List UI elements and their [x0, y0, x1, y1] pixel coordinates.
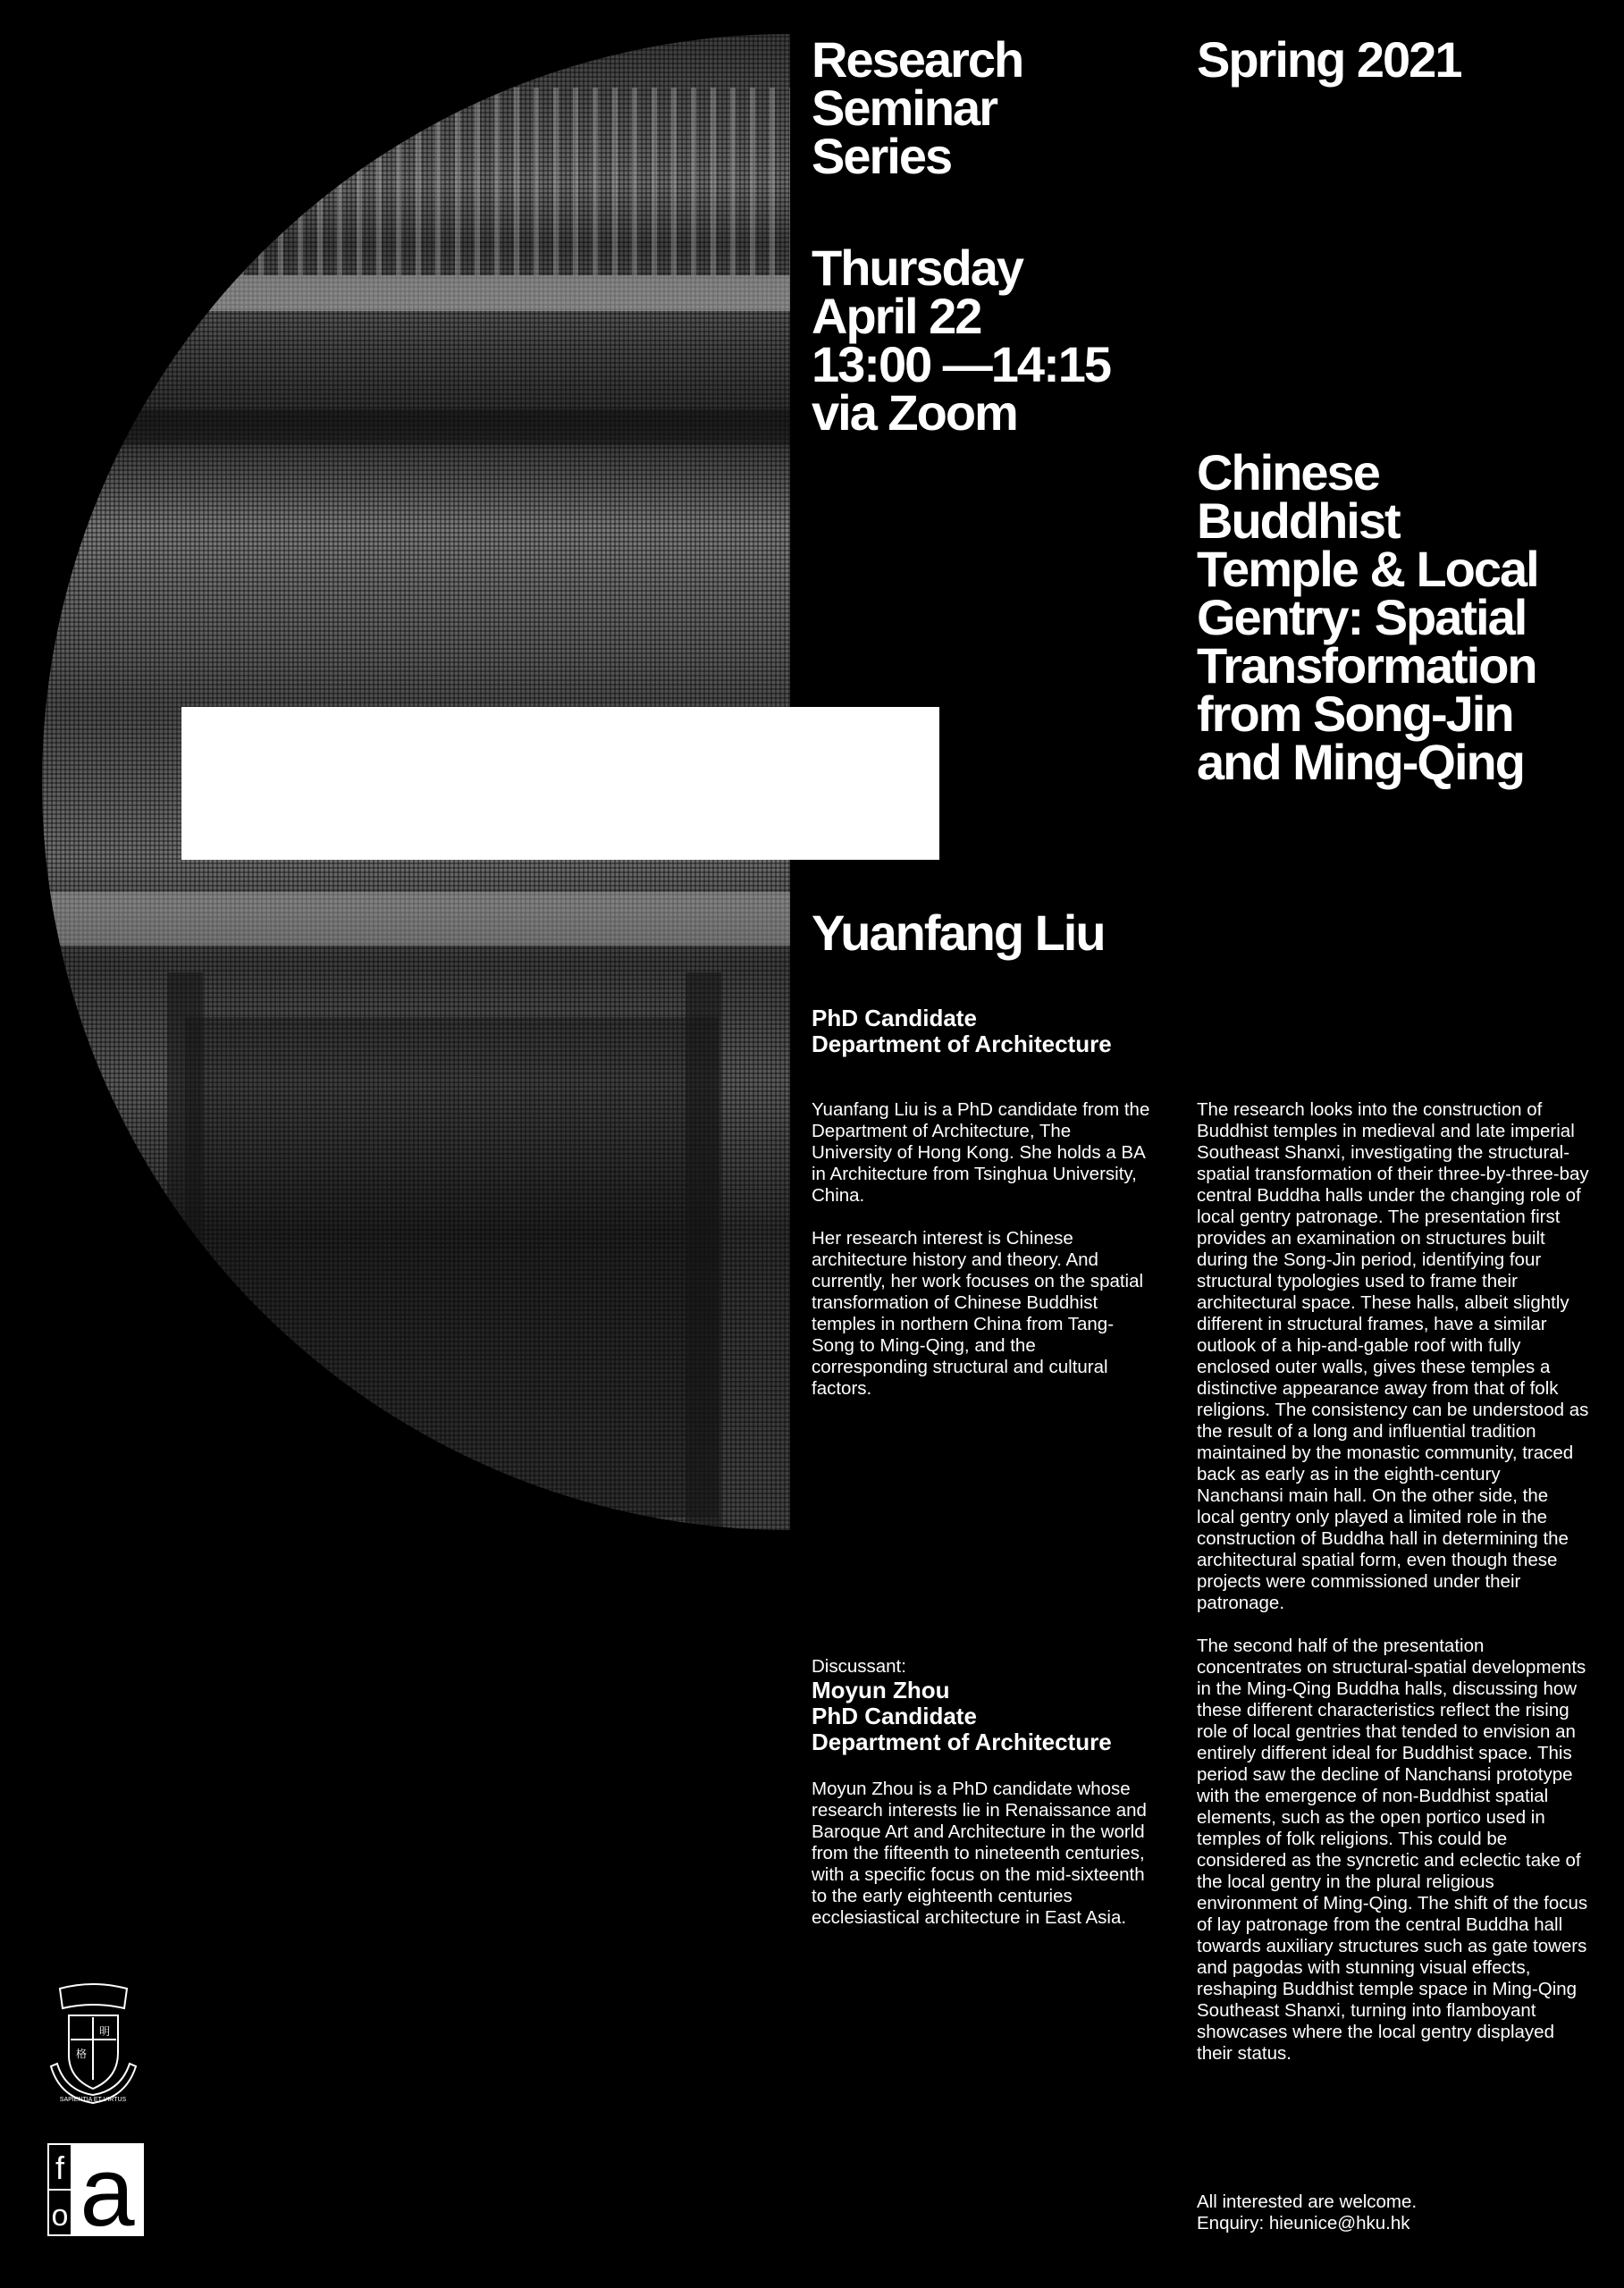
svg-text:格: 格	[75, 2048, 88, 2060]
speaker-bio-2: Her research interest is Chinese architecture history and theory. And currently, her work focuses on the spatial transformation of Chinese Buddhist temples in northern China from Tang-Song to Ming-Qing, and the corresponding structural and cultural factors.	[812, 1228, 1144, 1399]
svg-text:SAPIENTIA ET VIRTUS: SAPIENTIA ET VIRTUS	[59, 2097, 127, 2103]
speaker-bio	[812, 1099, 1156, 1400]
season-label: Spring 2021	[1197, 31, 1461, 88]
talk-title: Chinese Buddhist Temple & Local Gentry: Spatial Transformation from Song-Jin and Ming-Qing	[1197, 444, 1538, 790]
abstract-para-1: The research looks into the construction of Buddhist temples in medieval and late imperial Southeast Shanxi, investigating the structural-spatial transformation of their three-by-three-bay central Buddha halls under the changing role of local gentry patronage. The presentation first provides an examination on structures built during the Song-Jin period, identifying four structural typologies used to frame their architectural space. These halls, albeit slightly different in structural frames, have a similar outlook of a hip-and-gable roof with fully enclosed outer walls, gives these temples a distinctive appearance away from that of folk religions. The consistency can be understood as the result of a long and influential tradition maintained by the monastic community, traced back as early as in the eighth-century Nanchansi main hall. On the other side, the local gentry only played a limited role in the construction of Buddha hall in determining the architectural spatial form, even though these projects were commissioned under their patronage.	[1197, 1099, 1589, 1613]
speaker-bio-1: Yuanfang Liu is a PhD candidate from the Department of Architecture, The University of Hong Kong. She holds a BA in Architecture from Tsinghua University, China.	[812, 1099, 1150, 1206]
svg-text:明: 明	[98, 2025, 111, 2038]
balcony-rail	[42, 275, 790, 311]
pillar-left	[167, 972, 203, 1530]
eave-shadow	[42, 409, 790, 445]
fa-logo	[47, 2143, 144, 2236]
discussant-block	[812, 1656, 1187, 1755]
abstract	[1197, 1099, 1590, 2065]
event-date: April 22	[812, 288, 981, 344]
event-day: Thursday	[812, 240, 1023, 296]
discussant-name: Moyun Zhou	[812, 1677, 950, 1703]
speaker-role: PhD Candidate Department of Architecture	[812, 1005, 1112, 1057]
pillar-right	[686, 972, 721, 1530]
abstract-para-2: The second half of the presentation concentrates on structural-spatial developments in the Ming-Qing Buddha halls, discussing how these different characteristics reflect the rising role of local gentries that tended to envision an entirely different ideal for Buddhist space. This period saw the decline of Nanchansi prototype with the emergence of non-Buddhist spatial elements, such as the open portico used in temples of folk religions. This could be considered as the syncretic and eclectic take of the local gentry in the plural religious environment of Ming-Qing. The shift of the focus of lay patronage from the central Buddha hall towards auxiliary structures such as gate towers and pagodas with stunning visual effects, reshaping Buddhist temple space in Ming-Qing Southeast Shanxi, turning into flamboyant showcases where the local gentry displayed their status.	[1197, 1636, 1588, 2064]
discussant-label: Discussant:	[812, 1656, 906, 1677]
svg-text:f: f	[55, 2149, 65, 2186]
discussant-bio: Moyun Zhou is a PhD candidate whose research interests lie in Renaissance and Baroque Art and Architecture in the world from the fifteenth to nineteenth centuries, with a specific focus on the mid-sixteenth to the early eighteenth centuries ecclesiastical architecture in East Asia.	[812, 1779, 1147, 1928]
doorway	[185, 1017, 719, 1518]
event-time: 13:00 —14:15	[812, 336, 1111, 392]
speaker-name: Yuanfang Liu	[812, 904, 1105, 961]
discussant-role: PhD Candidate Department of Architecture	[812, 1703, 1112, 1755]
event-details	[812, 240, 1196, 441]
lintel-band	[42, 892, 790, 946]
white-bar	[181, 707, 939, 860]
event-venue: via Zoom	[812, 384, 1017, 441]
footer	[1197, 2191, 1590, 2234]
balcony-lattice	[42, 88, 790, 275]
series-title: Research Seminar Series	[812, 31, 1023, 184]
svg-text:o: o	[51, 2199, 69, 2233]
hku-crest-logo	[42, 1981, 145, 2107]
welcome-text: All interested are welcome.	[1197, 2191, 1418, 2212]
enquiry-text: Enquiry: hieunice@hku.hk	[1197, 2213, 1410, 2233]
svg-text:a: a	[80, 2143, 135, 2236]
